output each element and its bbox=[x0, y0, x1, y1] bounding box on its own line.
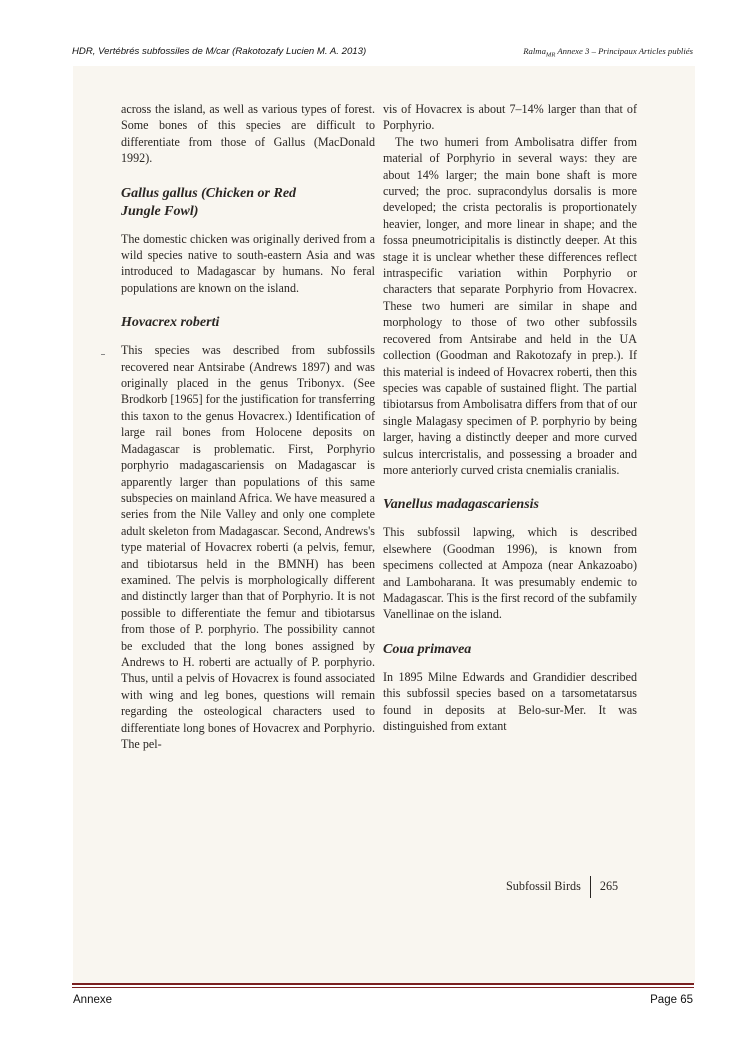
heading-vanellus: Vanellus madagascariensis bbox=[383, 497, 539, 513]
paragraph-coua: In 1895 Milne Edwards and Grandidier described this subfossil species based on a tarsometatarsus found in deposits at Belo-sur-Mer. It was distinguished from extant bbox=[383, 669, 637, 733]
footer-rule-thin bbox=[72, 987, 694, 988]
running-footer-page: 265 bbox=[599, 878, 619, 893]
heading-gallus-gallus: Gallus gallus (Chicken or Red Jungle Fowl) bbox=[121, 185, 297, 219]
margin-mark bbox=[101, 354, 105, 355]
heading-hovacrex-roberti: Hovacrex roberti bbox=[121, 315, 220, 331]
paragraph-gallus-end: across the island, as well as various types of forest. Some bones of this species are difficult to differentiate from those of Gallus (MacDonald 1992). bbox=[121, 102, 375, 166]
page-header-right bbox=[523, 46, 693, 59]
header-right-suffix: Annexe 3 – Principaux Articles publiés bbox=[555, 46, 693, 56]
paragraph-lapwing: This subfossil lapwing, which is described elsewhere (Goodman 1996), is known from specimens collected at Ampoza (near Ankazoabo) and Lamboharana. It was presumably endemic to Madagascar. This is the first record of the subfamily Vanellinae on the island. bbox=[383, 525, 637, 622]
footer-rule-thick bbox=[72, 983, 694, 985]
left-column bbox=[121, 101, 375, 752]
paragraph-humeri: The two humeri from Ambolisatra differ from material of Porphyrio in several ways: they are about 14% larger; the main bone shaft is more curved; the proc. supracondylus dorsalis is more developed; the crista pectoralis is proportionately heavier, longer, and more linear in shape; and the fossa pneumotricipitalis is distinctly deeper. At this stage it is unclear whether these differences reflect intraspecific variation within Porphyrio or characters that separate Porphyrio from Hovacrex. These two humeri are similar in shape and morphology to those of two other subfossils recovered from Antsirabe and held in the UA collection (Goodman and Rakotozafy in prep.). If this material is indeed of Hovacrex roberti, then this species was capable of sustained flight. The partial tibiotarsus from Ambolisatra differs from that of our single Malagasy specimen of P. porphyrio by being larger, having a distinctly deeper and more curved sulcus intercristalis, and possessing a broader and more anteriorly curved crista cnemialis cranialis. bbox=[383, 134, 637, 477]
paragraph-domestic-chicken: The domestic chicken was originally derived from a wild species native to south-eastern Asia and was introduced to Madagascar by humans. No feral populations are known on the island. bbox=[121, 231, 375, 295]
heading-coua-primavea: Coua primavea bbox=[383, 641, 472, 657]
running-footer bbox=[506, 876, 618, 898]
paragraph-pelvis-size: vis of Hovacrex is about 7–14% larger than that of Porphyrio. bbox=[383, 102, 637, 133]
right-column bbox=[383, 101, 637, 734]
header-right-prefix: Ralma bbox=[523, 46, 546, 56]
paragraph-hovacrex-description: This species was described from subfossils recovered near Antsirabe (Andrews 1897) and was originally placed in the genus Tribonyx. (See Brodkorb [1965] for the justification for transferring this taxon to the genus Hovacrex.) Identification of large rail bones from Holocene deposits on Madagascar is problematic. First, Porphyrio porphyrio madagascariensis on Madagascar is apparently larger than populations of this same subspecies on mainland Africa. We have measured a series from the Nile Valley and only one complete adult skeleton from Madagascar. Second, Andrews's type material of Hovacrex roberti (a pelvis, femur, and tibiotarsus held in the BMNH) has been examined. The pelvis is morphologically different and distinctly larger than that of Porphyrio. It is not possible to differentiate the femur and tibiotarsus from those of P. porphyrio. The possibility cannot be excluded that the long bones assigned by Andrews to H. roberti are actually of P. porphyrio. Thus, until a pelvis of Hovacrex is found associated with wing and leg bones, questions will remain regarding the osteological characters used to differentiate long bones of Hovacrex and Porphyrio. The pel- bbox=[121, 343, 375, 751]
running-footer-title: Subfossil Birds bbox=[506, 878, 581, 893]
header-right-subscript: MR bbox=[545, 51, 556, 59]
running-footer-separator bbox=[590, 876, 591, 898]
page-header-left: HDR, Vertébrés subfossiles de M/car (Rakotozafy Lucien M. A. 2013) bbox=[72, 46, 367, 57]
footer-left: Annexe bbox=[73, 994, 113, 1006]
footer-page-number: Page 65 bbox=[650, 994, 693, 1006]
